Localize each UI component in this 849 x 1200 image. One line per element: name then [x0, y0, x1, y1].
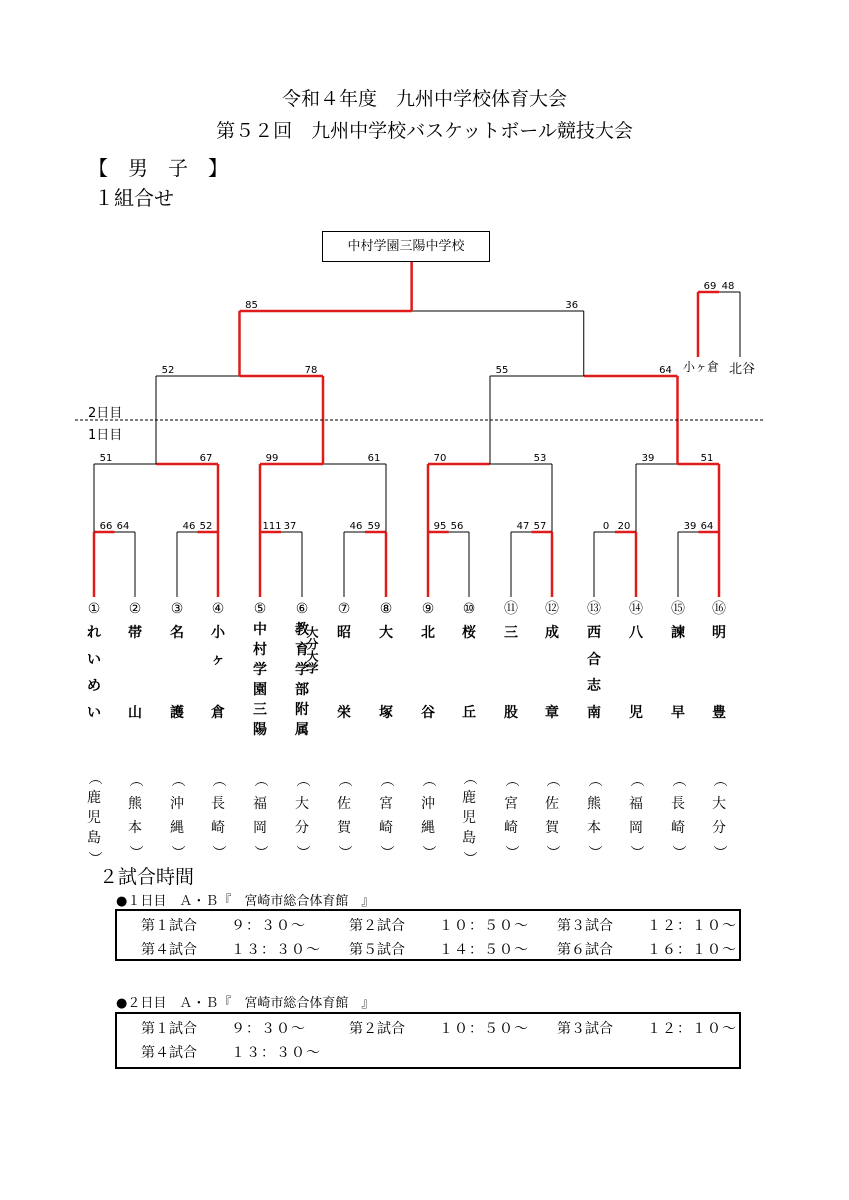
team-name-char — [667, 673, 689, 700]
r1-match-3-right-score: 37 — [283, 521, 297, 532]
team-name-char — [333, 647, 355, 674]
r1-match-4-left-score: 46 — [349, 521, 363, 532]
team-name-char: 合 — [587, 651, 601, 668]
game-name: 第４試合 — [141, 942, 197, 958]
team-name-char — [417, 647, 439, 674]
team-name-char: 西 — [587, 625, 601, 641]
game-time: １２：１０～ — [647, 918, 737, 934]
team-number: ⑨ — [421, 601, 435, 617]
team-name-char — [500, 647, 522, 674]
team-prefecture: （ 鹿 児 島 ） — [461, 771, 477, 865]
team-name-char: 園 — [253, 682, 267, 698]
team-6 — [291, 598, 319, 740]
team-number: ③ — [170, 601, 184, 617]
day1-label: 1日目 — [88, 428, 123, 443]
game-name: 第２試合 — [349, 1021, 405, 1037]
team-name-char — [625, 647, 647, 674]
team-name-char: 志 — [587, 678, 601, 695]
team-number: ① — [87, 601, 101, 617]
team-name-char: 昭 — [337, 625, 351, 641]
team-name-char — [417, 673, 439, 700]
team-prefecture: （ 熊 本 ） — [586, 773, 602, 859]
team-name-char — [708, 647, 730, 674]
game-time: １２：１０～ — [647, 1021, 737, 1037]
r1-match-1-right-score: 64 — [116, 521, 130, 532]
team-name-char: 育 — [295, 642, 309, 658]
game-name: 第３試合 — [557, 1021, 613, 1037]
r2-match-2-left-score: 99 — [265, 453, 279, 464]
team-12 — [541, 598, 563, 727]
team-name-char — [166, 647, 188, 674]
team-3 — [166, 598, 188, 727]
game-time: ９：３０～ — [231, 918, 306, 934]
playoff-match-right-score: 48 — [721, 281, 735, 292]
team-prefecture: （ 福 岡 ） — [628, 773, 644, 859]
team-name-char — [708, 673, 730, 700]
team-name-char — [625, 673, 647, 700]
schedule-day1-box — [115, 909, 741, 961]
team-prefecture: （ 大 分 ） — [711, 773, 727, 859]
team-8 — [375, 598, 397, 727]
team-name-char: 児 — [629, 705, 643, 722]
r2-match-3-right-score: 53 — [533, 453, 547, 464]
team-name-char: 丘 — [462, 705, 476, 722]
team-number: ⑧ — [379, 601, 393, 617]
team-name-char: 中 — [253, 622, 267, 638]
team-prefecture: （ 沖 縄 ） — [169, 773, 185, 859]
r1-match-5-right-score: 56 — [450, 521, 464, 532]
r1-match-6-left-score: 47 — [516, 521, 530, 532]
r2-match-1-right-score: 67 — [199, 453, 213, 464]
schedule-slot — [557, 939, 737, 959]
team-number: ⑮ — [671, 601, 685, 617]
game-time: １６：１０～ — [647, 942, 737, 958]
team-name-char — [458, 673, 480, 700]
r1-match-7-left-score: 0 — [602, 521, 610, 532]
game-name: 第６試合 — [557, 942, 613, 958]
champion-box: 中村学園三陽中学校 — [322, 231, 490, 262]
team-number: ⑬ — [587, 601, 601, 617]
semi-match-1-left-score: 52 — [161, 365, 175, 376]
team-name-char — [541, 647, 563, 674]
schedule-day2-box — [115, 1012, 741, 1069]
team-number: ④ — [211, 601, 225, 617]
team-15 — [667, 598, 689, 727]
team-name-char: 股 — [504, 705, 518, 722]
team-13 — [583, 598, 605, 727]
tournament-title-line1: 令和４年度 九州中学校体育大会 — [281, 88, 567, 110]
team-name-char — [667, 647, 689, 674]
schedule-slot — [349, 939, 529, 959]
section-boys: 【 男 子 】 — [88, 156, 228, 180]
team-10 — [458, 598, 480, 727]
final-match-right-score: 36 — [565, 300, 579, 311]
team-9 — [417, 598, 439, 727]
team-name-char — [375, 647, 397, 674]
team-prefecture: （ 熊 本 ） — [127, 773, 143, 859]
section-draw: １組合せ — [94, 186, 174, 210]
team-number: ② — [128, 601, 142, 617]
schedule-slot — [141, 915, 306, 935]
schedule-slot — [349, 915, 529, 935]
schedule-slot — [557, 1018, 737, 1038]
schedule-slot — [141, 1018, 306, 1038]
r1-match-8-left-score: 39 — [683, 521, 697, 532]
semi-match-2-left-score: 55 — [495, 365, 509, 376]
team-name-char: 塚 — [379, 705, 393, 722]
team-name-char: め — [87, 678, 101, 695]
game-time: １４：５０～ — [439, 942, 529, 958]
team-name-char: い — [87, 705, 101, 722]
team-number: ⑫ — [545, 601, 559, 617]
team-name-char: い — [87, 651, 101, 668]
schedule-slot — [349, 1018, 529, 1038]
team-prefecture: （ 長 崎 ） — [210, 773, 226, 859]
r1-match-1-left-score: 66 — [99, 521, 113, 532]
r1-match-2-right-score: 52 — [199, 521, 213, 532]
team-name-char: 三 — [253, 702, 267, 718]
r1-match-3-left-score: 111 — [262, 521, 282, 532]
team-number: ⑤ — [253, 601, 267, 617]
team-2 — [124, 598, 146, 727]
r1-match-5-left-score: 95 — [433, 521, 447, 532]
team-name-char — [458, 647, 480, 674]
team-number: ⑥ — [295, 601, 309, 617]
team-name-char — [333, 673, 355, 700]
r2-match-1-left-score: 51 — [99, 453, 113, 464]
game-time: １０：５０～ — [439, 1021, 529, 1037]
team-5 — [249, 598, 271, 740]
team-name-char — [375, 673, 397, 700]
team-16 — [708, 598, 730, 727]
schedule-day1-label: ●１日目 Ａ・Ｂ『 宮崎市総合体育館 』 — [116, 894, 375, 909]
schedule-slot — [141, 939, 321, 959]
team-name-char: 明 — [712, 625, 726, 641]
final-match-left-score: 85 — [245, 300, 258, 311]
team-name-char — [207, 673, 229, 700]
team-number: ⑯ — [712, 601, 726, 617]
game-name: 第４試合 — [141, 1045, 197, 1061]
team-14 — [625, 598, 647, 727]
game-time: １０：５０～ — [439, 918, 529, 934]
team-name-char: 早 — [671, 705, 685, 722]
team-4 — [207, 598, 229, 727]
team-prefecture: （ 沖 縄 ） — [420, 773, 436, 859]
team-name-char — [166, 673, 188, 700]
team-name-char — [500, 673, 522, 700]
team-prefecture: （ 宮 崎 ） — [503, 773, 519, 859]
r1-match-6-right-score: 57 — [533, 521, 547, 532]
r1-match-4-right-score: 59 — [367, 521, 381, 532]
team-name-char: 諫 — [671, 625, 685, 641]
team-name-char: 帯 — [128, 625, 142, 641]
team-name-char: 豊 — [712, 705, 726, 722]
game-name: 第１試合 — [141, 918, 197, 934]
team-name-char: 部 — [295, 682, 309, 698]
team-name-char: 附 — [295, 702, 309, 718]
playoff-team-2: 北谷 — [729, 362, 756, 377]
team-name-char: 章 — [545, 705, 559, 722]
team-name-char: れ — [87, 625, 101, 641]
team-11 — [500, 598, 522, 727]
game-time: ９：３０～ — [231, 1021, 306, 1037]
team-name-char: 八 — [629, 625, 643, 641]
schedule-title: ２試合時間 — [99, 866, 195, 888]
team-name-char: 谷 — [421, 705, 435, 722]
team-number: ⑪ — [504, 601, 518, 617]
game-name: 第１試合 — [141, 1021, 197, 1037]
team-7 — [333, 598, 355, 727]
team-number: ⑭ — [629, 601, 643, 617]
playoff-match-left-score: 69 — [703, 281, 717, 292]
team-name-char: 学 — [253, 662, 267, 678]
r2-match-4-left-score: 39 — [641, 453, 655, 464]
team-prefecture: （ 佐 賀 ） — [544, 773, 560, 859]
team-name-char: 護 — [170, 705, 184, 722]
game-time: １３：３０～ — [231, 1045, 321, 1061]
tournament-title-line2: 第５２回 九州中学校バスケットボール競技大会 — [216, 120, 633, 142]
team-name-side: 大分大学 — [305, 626, 319, 674]
semi-match-2-right-score: 64 — [659, 365, 672, 376]
team-name-char — [124, 673, 146, 700]
schedule-slot — [557, 915, 737, 935]
team-name-char: 教 — [295, 622, 309, 638]
team-name-char: 成 — [545, 625, 559, 641]
team-name-char: 北 — [421, 625, 435, 641]
team-prefecture: （ 宮 崎 ） — [378, 773, 394, 859]
schedule-slot — [141, 1042, 321, 1062]
team-name-char: ヶ — [211, 651, 225, 668]
team-name-char: 南 — [587, 705, 601, 722]
team-1 — [83, 598, 105, 727]
game-name: 第３試合 — [557, 918, 613, 934]
semi-match-1-right-score: 78 — [304, 365, 318, 376]
r1-match-7-right-score: 20 — [617, 521, 631, 532]
r1-match-2-left-score: 46 — [182, 521, 196, 532]
r2-match-2-right-score: 61 — [367, 453, 381, 464]
team-name-char: 栄 — [337, 705, 351, 722]
game-name: 第２試合 — [349, 918, 405, 934]
team-prefecture: （ 大 分 ） — [294, 773, 310, 859]
team-name-char: 大 — [379, 625, 393, 641]
game-time: １３：３０～ — [231, 942, 321, 958]
r1-match-8-right-score: 64 — [700, 521, 714, 532]
playoff-team-1: 小ヶ倉 — [683, 360, 720, 374]
r2-match-4-right-score: 51 — [700, 453, 714, 464]
team-name-char: 山 — [128, 705, 142, 722]
team-name-char — [541, 673, 563, 700]
team-name-char: 村 — [253, 642, 267, 658]
r2-match-3-left-score: 70 — [433, 453, 447, 464]
team-name-char: 倉 — [211, 705, 225, 722]
team-name-char: 陽 — [253, 722, 267, 738]
team-name-char: 属 — [295, 722, 309, 738]
team-prefecture: （ 福 岡 ） — [252, 773, 268, 859]
team-name-char: 小 — [211, 625, 225, 641]
team-number: ⑦ — [337, 601, 351, 617]
team-prefecture: （ 佐 賀 ） — [336, 773, 352, 859]
team-name-char: 名 — [170, 625, 184, 641]
day2-label: 2日目 — [88, 406, 123, 421]
team-name-char: 桜 — [462, 625, 476, 641]
team-prefecture: （ 鹿 児 島 ） — [86, 771, 102, 865]
team-prefecture: （ 長 崎 ） — [670, 773, 686, 859]
team-name-char — [124, 647, 146, 674]
team-name-char: 学 — [295, 662, 309, 678]
game-name: 第５試合 — [349, 942, 405, 958]
team-number: ⑩ — [462, 601, 476, 617]
team-name-char: 三 — [504, 625, 518, 641]
schedule-day2-label: ●２日目 Ａ・Ｂ『 宮崎市総合体育館 』 — [116, 996, 375, 1011]
